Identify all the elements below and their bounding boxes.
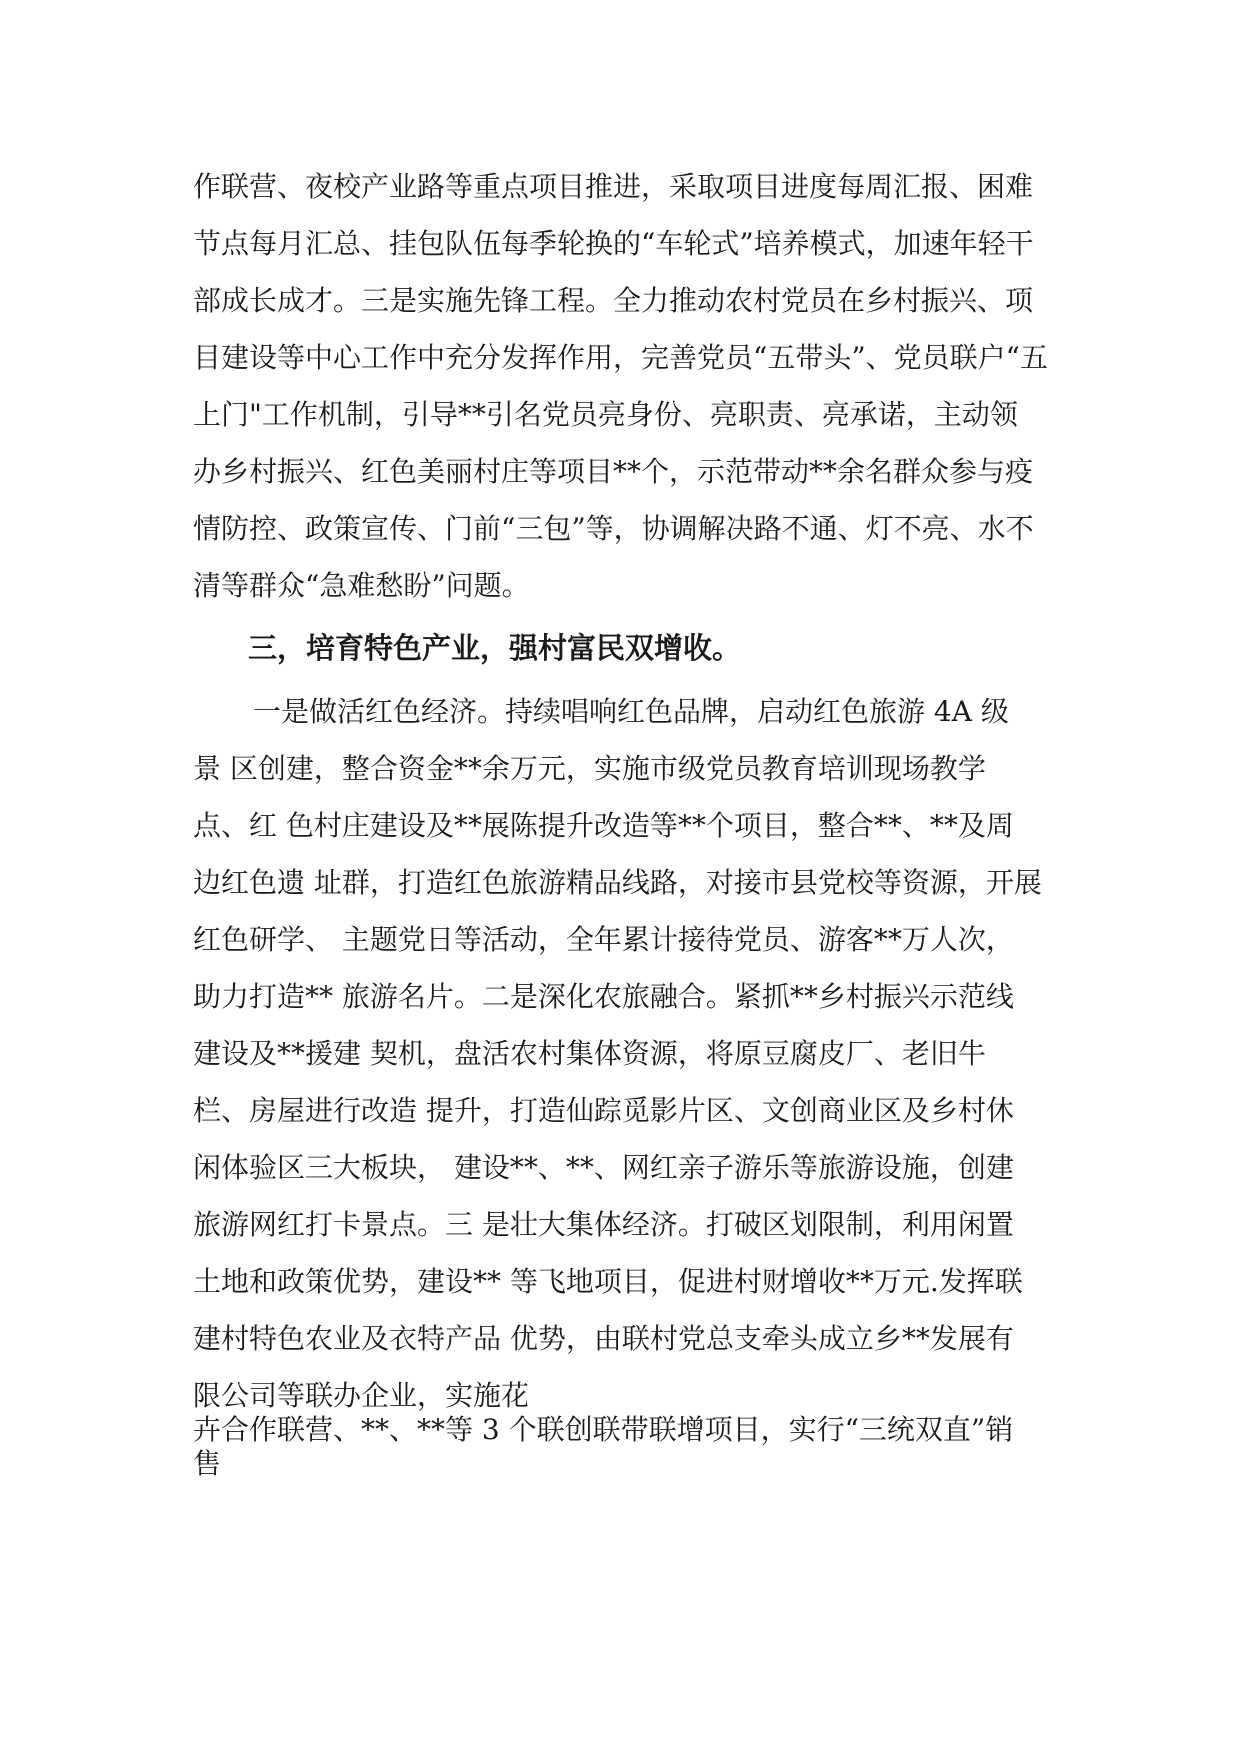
text-line: 闲体验区三大板块， 建设**、**、网红亲子游乐等旅游设施，创建 <box>193 1151 1014 1184</box>
text-line: 边红色遗 址群，打造红色旅游精品线路，对接市县党校等资源，开展 <box>193 866 1042 899</box>
text-line: 节点每月汇总、挂包队伍每季轮换的“车轮式”培养模式，加速年轻干 <box>193 227 1034 260</box>
paragraph-tail <box>193 1413 1073 1481</box>
text-line: 清等群众“急难愁盼”问题。 <box>193 569 530 602</box>
text-line: 景 区创建，整合资金**余万元，实施市级党员教育培训现场教学 <box>193 752 986 785</box>
section-heading <box>248 620 1128 677</box>
text-line: 部成长成才。三是实施先锋工程。全力推动农村党员在乡村振兴、项 <box>193 284 1034 317</box>
text-line: 助力打造** 旅游名片。二是深化农旅融合。紧抓**乡村振兴示范线 <box>193 980 1014 1013</box>
text-line: 建设及**援建 契机，盘活农村集体资源，将原豆腐皮厂、老旧牛 <box>193 1037 986 1070</box>
text-line: 情防控、政策宣传、门前“三包”等，协调解决路不通、灯不亮、水不 <box>193 512 1034 545</box>
paragraph-main <box>193 683 1073 1424</box>
text-line: 建村特色农业及衣特产品 优势，由联村党总支牵头成立乡**发展有 <box>193 1322 1014 1355</box>
text-line: 售 <box>193 1447 222 1480</box>
text-line: 栏、房屋进行改造 提升，打造仙踪觅影片区、文创商业区及乡村休 <box>193 1094 1014 1127</box>
text-line: 一是做活红色经济。持续唱响红色品牌，启动红色旅游 4A 级 <box>253 695 1009 728</box>
text-line: 红色研学、 主题党日等活动，全年累计接待党员、游客**万人次， <box>193 923 1014 956</box>
text-line: 旅游网红打卡景点。三 是壮大集体经济。打破区划限制，利用闲置 <box>193 1208 1014 1241</box>
text-line: 限公司等联办企业，实施花 <box>193 1379 530 1412</box>
text-line: 点、红 色村庄建设及**展陈提升改造等**个项目，整合**、**及周 <box>193 809 1014 842</box>
text-line: 卉合作联营、**、**等 3 个联创联带联增项目，实行“三统双直”销 <box>193 1413 1014 1446</box>
text-line: 办乡村振兴、红色美丽村庄等项目**个，示范带动**余名群众参与疫 <box>193 455 1034 488</box>
section-heading-text: 三，培育特色产业，强村富民双增收。 <box>248 631 742 665</box>
text-line: 目建设等中心工作中充分发挥作用，完善党员“五带头”、党员联户“五 <box>193 341 1048 374</box>
text-line: 上门"工作机制，引导**引名党员亮身份、亮职责、亮承诺，主动领 <box>193 398 1018 431</box>
text-line: 土地和政策优势，建设** 等飞地项目，促进村财增收**万元.发挥联 <box>193 1265 1023 1298</box>
text-line: 作联营、夜校产业路等重点项目推进，采取项目进度每周汇报、困难 <box>193 170 1034 203</box>
paragraph-continued <box>193 158 1073 614</box>
